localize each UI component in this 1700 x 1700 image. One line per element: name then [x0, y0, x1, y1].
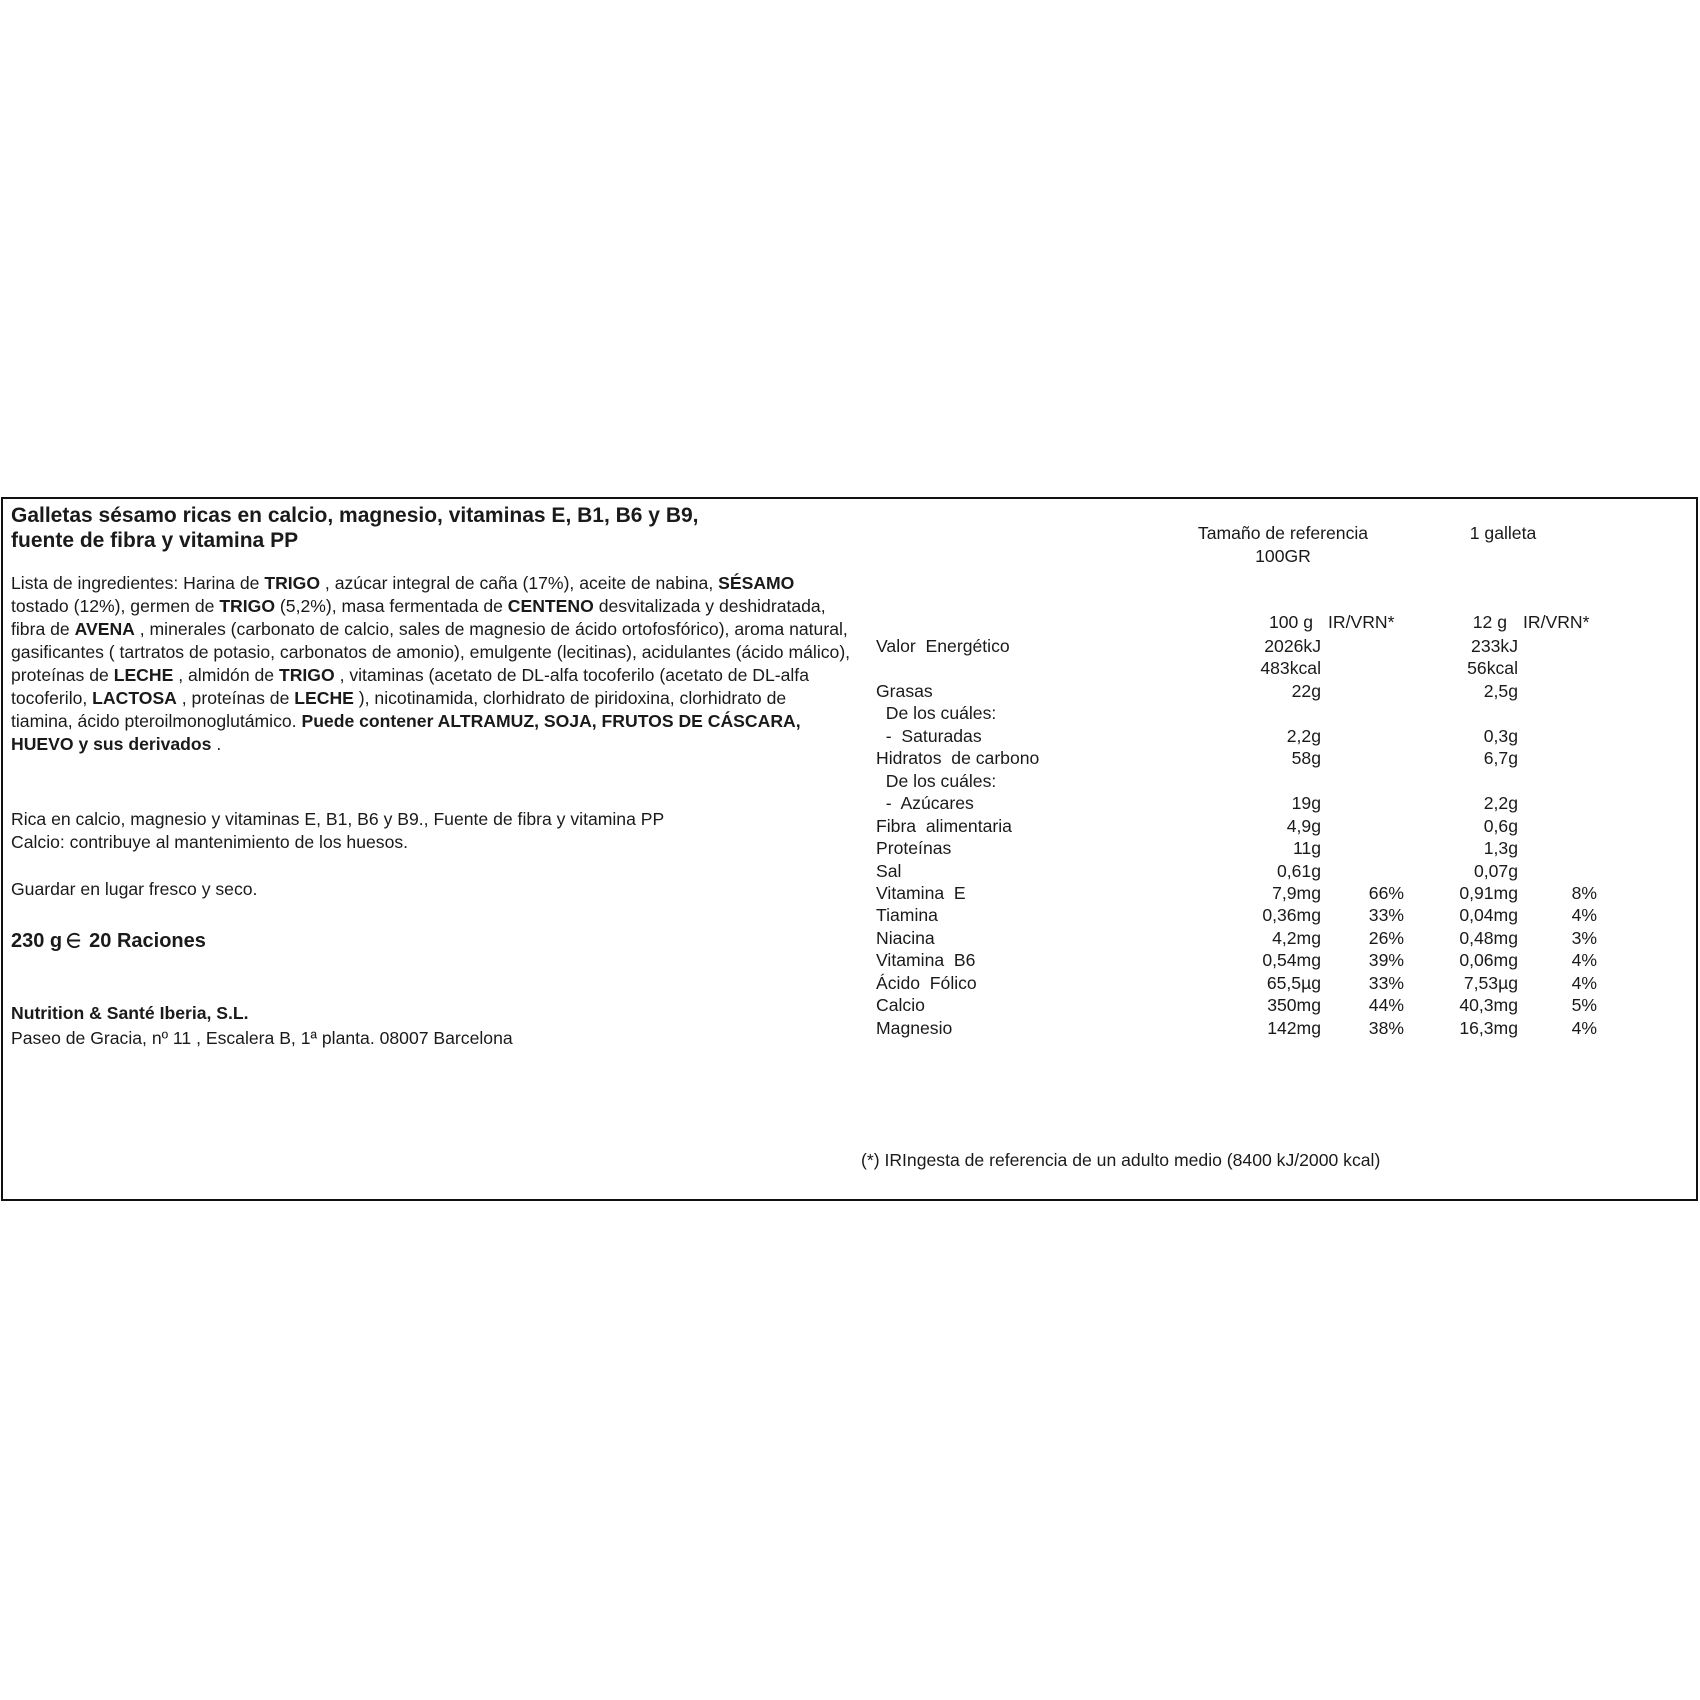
- value-12g: 233kJ: [1471, 636, 1518, 656]
- ir-12g: 3%: [1571, 927, 1597, 948]
- ir-12g: 4%: [1571, 972, 1597, 993]
- ingredient-text: (5,2%), masa fermentada de: [275, 596, 508, 616]
- ingredient-text: ), nicotinamida, clorhidrato de piridoxina, clorhidrato de tiamina, ácido pteroilmonoglutámico.: [11, 688, 787, 731]
- value-100g: 483kcal: [1260, 658, 1321, 679]
- value-12g: 0,91mg: [1459, 882, 1518, 903]
- value-100g: 7,9mg: [1272, 882, 1321, 903]
- allergen: SÉSAMO: [718, 573, 795, 593]
- nutrient-name: Hidratos de carbono: [876, 748, 1040, 769]
- value-100g: 22g: [1291, 680, 1321, 701]
- ingredient-text: Lista de ingredientes: Harina de: [11, 573, 265, 593]
- value-100g: 2026kJ: [1264, 636, 1321, 656]
- ingredient-text: , minerales (carbonato de calcio, sales de magnesio de ácido ortofosfórico), aroma natural, gasificantes ( tartratos de potasio, carbonatos de amonio), emulgente (lecitinas), acidulantes (ácido málico), proteínas de: [11, 619, 851, 685]
- calcium-claim: Calcio: contribuye al mantenimiento de los huesos.: [11, 832, 409, 852]
- ir-100g: 44%: [1368, 995, 1404, 1016]
- value-100g: 4,2mg: [1272, 927, 1321, 948]
- value-12g: 0,07g: [1473, 860, 1518, 881]
- ingredient-text: , azúcar integral de caña (17%), aceite de nabina,: [320, 573, 719, 593]
- nutrient-name: Vitamina E: [876, 882, 966, 903]
- portions: 20 Raciones: [89, 930, 206, 952]
- value-12g: 1,3g: [1483, 838, 1518, 859]
- nutrient-name: - Azúcares: [876, 793, 974, 814]
- nutrient-name: Calcio: [876, 995, 925, 1016]
- allergen: TRIGO: [264, 573, 321, 593]
- nutrient-name: Valor Energético: [876, 636, 1010, 656]
- nutrient-name: Vitamina B6: [876, 950, 976, 971]
- nutrient-name: Sal: [876, 860, 902, 881]
- header-12g: 12 g: [1472, 612, 1507, 632]
- claim-text: Rica en calcio, magnesio y vitaminas E, B1, B6 y B9., Fuente de fibra y vitamina PP: [11, 809, 665, 829]
- allergen: LACTOSA: [92, 688, 177, 708]
- ir-footnote: (*) IRIngesta de referencia de un adulto medio (8400 kJ/2000 kcal): [861, 1150, 1381, 1170]
- allergen: CENTENO: [507, 596, 594, 616]
- allergen: AVENA: [74, 619, 135, 639]
- value-12g: 2,2g: [1483, 793, 1518, 814]
- value-12g: 0,06mg: [1459, 950, 1518, 971]
- value-100g: 0,54mg: [1262, 950, 1321, 971]
- reference-size-label: Tamaño de referencia: [1197, 523, 1369, 543]
- value-100g: 350mg: [1267, 995, 1321, 1016]
- title-line-2: fuente de fibra y vitamina PP: [11, 529, 299, 552]
- allergen: LECHE: [294, 688, 354, 708]
- value-12g: 56kcal: [1467, 658, 1518, 679]
- ir-100g: 38%: [1368, 1017, 1404, 1038]
- nutrient-name: Proteínas: [876, 838, 952, 859]
- value-12g: 6,7g: [1483, 748, 1518, 769]
- nutrient-name: Niacina: [876, 927, 935, 948]
- value-100g: 65,5µg: [1266, 972, 1321, 993]
- nutrient-name: Grasas: [876, 680, 933, 701]
- ir-100g: 39%: [1368, 950, 1404, 971]
- value-100g: 58g: [1291, 748, 1321, 769]
- ir-12g: 5%: [1571, 995, 1597, 1016]
- value-12g: 16,3mg: [1459, 1017, 1518, 1038]
- company-address: Paseo de Gracia, nº 11 , Escalera B, 1ª planta. 08007 Barcelona: [11, 1028, 513, 1048]
- value-12g: 0,04mg: [1459, 905, 1518, 926]
- nutrition-label-box: [1, 497, 1698, 1201]
- nutrition-table: [3, 499, 1700, 1199]
- value-12g: 7,53µg: [1463, 972, 1518, 993]
- value-12g: 0,3g: [1483, 725, 1518, 746]
- value-100g: 19g: [1291, 793, 1321, 814]
- ingredient-text: tostado (12%), germen de: [11, 596, 220, 616]
- nutrient-name: - Saturadas: [876, 725, 982, 746]
- header-ir-12g: IR/VRN*: [1523, 612, 1590, 632]
- value-100g: 4,9g: [1286, 815, 1321, 836]
- value-100g: 2,2g: [1286, 725, 1321, 746]
- value-12g: 0,6g: [1483, 815, 1518, 836]
- reference-size-value: 100GR: [1255, 546, 1311, 566]
- ingredient-text: , almidón de: [173, 665, 279, 685]
- allergen: TRIGO: [278, 665, 335, 685]
- allergen: LECHE: [113, 665, 174, 685]
- nutrient-name: Tiamina: [876, 905, 938, 926]
- ir-100g: 33%: [1368, 905, 1404, 926]
- ingredient-text: .: [211, 734, 222, 754]
- value-100g: 142mg: [1267, 1017, 1321, 1038]
- nutrient-name: Fibra alimentaria: [876, 815, 1012, 836]
- portion-label: 1 galleta: [1469, 523, 1537, 543]
- ir-12g: 4%: [1571, 1017, 1597, 1038]
- ir-12g: 4%: [1571, 950, 1597, 971]
- net-weight: 230 g: [11, 930, 63, 952]
- header-100g: 100 g: [1268, 612, 1313, 632]
- ingredient-text: , proteínas de: [176, 688, 295, 708]
- ir-12g: 4%: [1571, 905, 1597, 926]
- allergen: TRIGO: [219, 596, 276, 616]
- ir-12g: 8%: [1571, 882, 1597, 903]
- nutrient-name: De los cuáles:: [876, 703, 997, 724]
- ingredient-text: , vitaminas (acetato de DL-alfa tocoferilo (acetato de DL-alfa tocoferilo,: [11, 665, 809, 708]
- value-12g: 0,48mg: [1459, 927, 1518, 948]
- title-line-1: Galletas sésamo ricas en calcio, magnesio, vitaminas E, B1, B6 y B9,: [11, 504, 699, 527]
- value-12g: 40,3mg: [1459, 995, 1518, 1016]
- nutrient-name: Ácido Fólico: [876, 972, 977, 993]
- company-name: Nutrition & Santé Iberia, S.L.: [11, 1003, 249, 1023]
- allergen: Puede contener ALTRAMUZ, SOJA, FRUTOS DE CÁSCARA, HUEVO y sus derivados: [11, 711, 801, 754]
- ir-100g: 26%: [1368, 927, 1404, 948]
- value-100g: 0,36mg: [1262, 905, 1321, 926]
- value-100g: 0,61g: [1276, 860, 1321, 881]
- ir-100g: 33%: [1368, 972, 1404, 993]
- nutrient-name: De los cuáles:: [876, 770, 997, 791]
- value-100g: 11g: [1292, 838, 1321, 859]
- ingredient-text: desvitalizada y deshidratada, fibra de: [11, 596, 826, 639]
- storage-instructions: Guardar en lugar fresco y seco.: [11, 879, 258, 899]
- header-ir-100g: IR/VRN*: [1328, 612, 1395, 632]
- value-12g: 2,5g: [1483, 680, 1518, 701]
- nutrient-name: Magnesio: [876, 1017, 953, 1038]
- ir-100g: 66%: [1368, 882, 1404, 903]
